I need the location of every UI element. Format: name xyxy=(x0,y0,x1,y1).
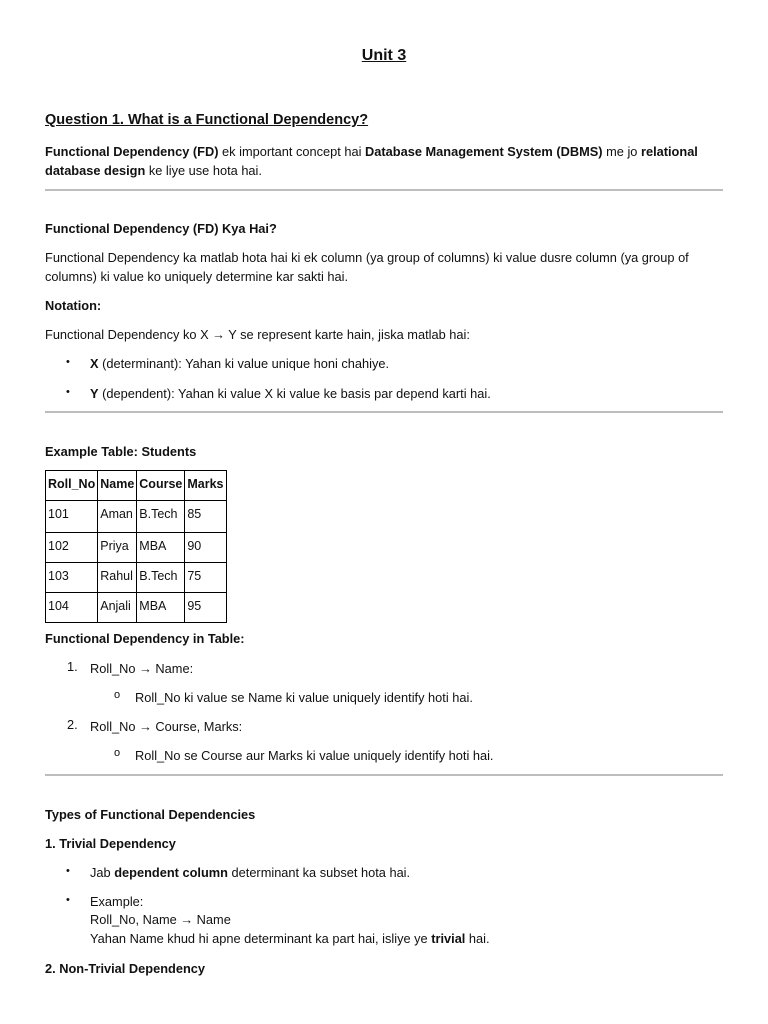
table-cell: 95 xyxy=(185,593,227,623)
table-cell: Rahul xyxy=(98,563,137,593)
fd-item-1-detail: Roll_No ki value se Name ki value uniquely identify hoti hai. xyxy=(135,690,473,705)
table-cell: MBA xyxy=(137,533,185,563)
intro-bold-relational: relational xyxy=(640,144,698,159)
table-cell: Anjali xyxy=(98,593,137,623)
bullet-icon: • xyxy=(66,865,70,877)
intro-text-3: ke liye use hota hai. xyxy=(145,163,262,178)
bullet-y xyxy=(90,384,491,403)
bullet-icon: • xyxy=(66,894,70,906)
table-cell: 90 xyxy=(185,533,227,563)
table-cell: Aman xyxy=(98,501,137,533)
sub-bullet-icon: o xyxy=(114,689,121,701)
trivial-b1-pre: Jab xyxy=(90,865,115,880)
trivial-exp-pre: Yahan Name khud hi apne determinant ka part hai, isliye ye xyxy=(90,931,432,946)
table-cell: B.Tech xyxy=(137,501,185,533)
divider xyxy=(45,189,723,191)
trivial-example-explanation xyxy=(90,929,490,948)
question-heading: Question 1. What is a Functional Dependency? xyxy=(45,112,369,128)
table-cell: Priya xyxy=(98,533,137,563)
column-header-name: Name xyxy=(98,471,137,501)
divider xyxy=(45,774,723,776)
fd-item-2: Roll_No → Course, Marks: xyxy=(90,719,243,734)
page-title: Unit 3 xyxy=(361,47,407,64)
intro-bold-fd: Functional Dependency (FD) xyxy=(45,144,219,159)
table-cell: 75 xyxy=(185,563,227,593)
table-row xyxy=(46,501,227,533)
trivial-example-label: Example: xyxy=(90,894,144,909)
table-cell: MBA xyxy=(137,593,185,623)
trivial-b1-post: determinant ka subset hota hai. xyxy=(227,865,411,880)
bullet-x-text: (determinant): Yahan ki value unique honi chahiye. xyxy=(98,356,390,371)
column-header-marks: Marks xyxy=(185,471,227,501)
table-row xyxy=(46,593,227,623)
table-cell: B.Tech xyxy=(137,563,185,593)
example-table-heading: Example Table: Students xyxy=(45,444,197,459)
fd-in-table-heading: Functional Dependency in Table: xyxy=(45,631,245,646)
intro-bold-design: database design xyxy=(45,163,146,178)
notation-text: Functional Dependency ko X → Y se represent karte hain, jiska matlab hai: xyxy=(45,327,470,342)
column-header-course: Course xyxy=(137,471,185,501)
fd-definition-line-1: Functional Dependency ka matlab hota hai ki ek column (ya group of columns) ki value dusre column (ya group of xyxy=(45,250,689,265)
intro-text-2: me jo xyxy=(602,144,641,159)
trivial-heading: 1. Trivial Dependency xyxy=(45,836,176,851)
column-header-roll-no: Roll_No xyxy=(46,471,98,501)
trivial-example-fd: Roll_No, Name → Name xyxy=(90,912,231,927)
bullet-icon: • xyxy=(66,386,70,398)
types-heading: Types of Functional Dependencies xyxy=(45,807,256,822)
list-number: 2. xyxy=(67,717,78,732)
table-cell: 103 xyxy=(46,563,98,593)
trivial-b1-bold: dependent column xyxy=(114,865,228,880)
table-cell: 85 xyxy=(185,501,227,533)
table-row xyxy=(46,533,227,563)
table-cell: 104 xyxy=(46,593,98,623)
trivial-exp-post: hai. xyxy=(465,931,490,946)
table-header-row xyxy=(46,471,227,501)
students-table xyxy=(45,470,227,623)
notation-heading: Notation: xyxy=(45,298,102,313)
sub-bullet-icon: o xyxy=(114,747,121,759)
trivial-bullet-1 xyxy=(90,863,410,882)
fd-kya-hai-heading: Functional Dependency (FD) Kya Hai? xyxy=(45,221,277,236)
nontrivial-heading: 2. Non-Trivial Dependency xyxy=(45,961,206,976)
fd-item-2-detail: Roll_No se Course aur Marks ki value uniquely identify hoti hai. xyxy=(135,748,494,763)
bullet-icon: • xyxy=(66,356,70,368)
fd-definition-line-2: columns) ki value ko uniquely determine kar sakti hai. xyxy=(45,269,349,284)
bullet-y-bold: Y xyxy=(90,386,99,401)
list-number: 1. xyxy=(67,659,78,674)
intro-line-2 xyxy=(45,161,262,180)
fd-item-1: Roll_No → Name: xyxy=(90,661,194,676)
divider xyxy=(45,411,723,413)
intro-line-1 xyxy=(45,142,698,161)
bullet-x xyxy=(90,354,389,373)
bullet-y-text: (dependent): Yahan ki value X ki value ke basis par depend karti hai. xyxy=(98,386,491,401)
table-row xyxy=(46,563,227,593)
table-cell: 101 xyxy=(46,501,98,533)
intro-bold-dbms: Database Management System (DBMS) xyxy=(365,144,603,159)
bullet-x-bold: X xyxy=(90,356,99,371)
table-cell: 102 xyxy=(46,533,98,563)
intro-text-1: ek important concept hai xyxy=(218,144,366,159)
trivial-exp-bold: trivial xyxy=(431,931,466,946)
